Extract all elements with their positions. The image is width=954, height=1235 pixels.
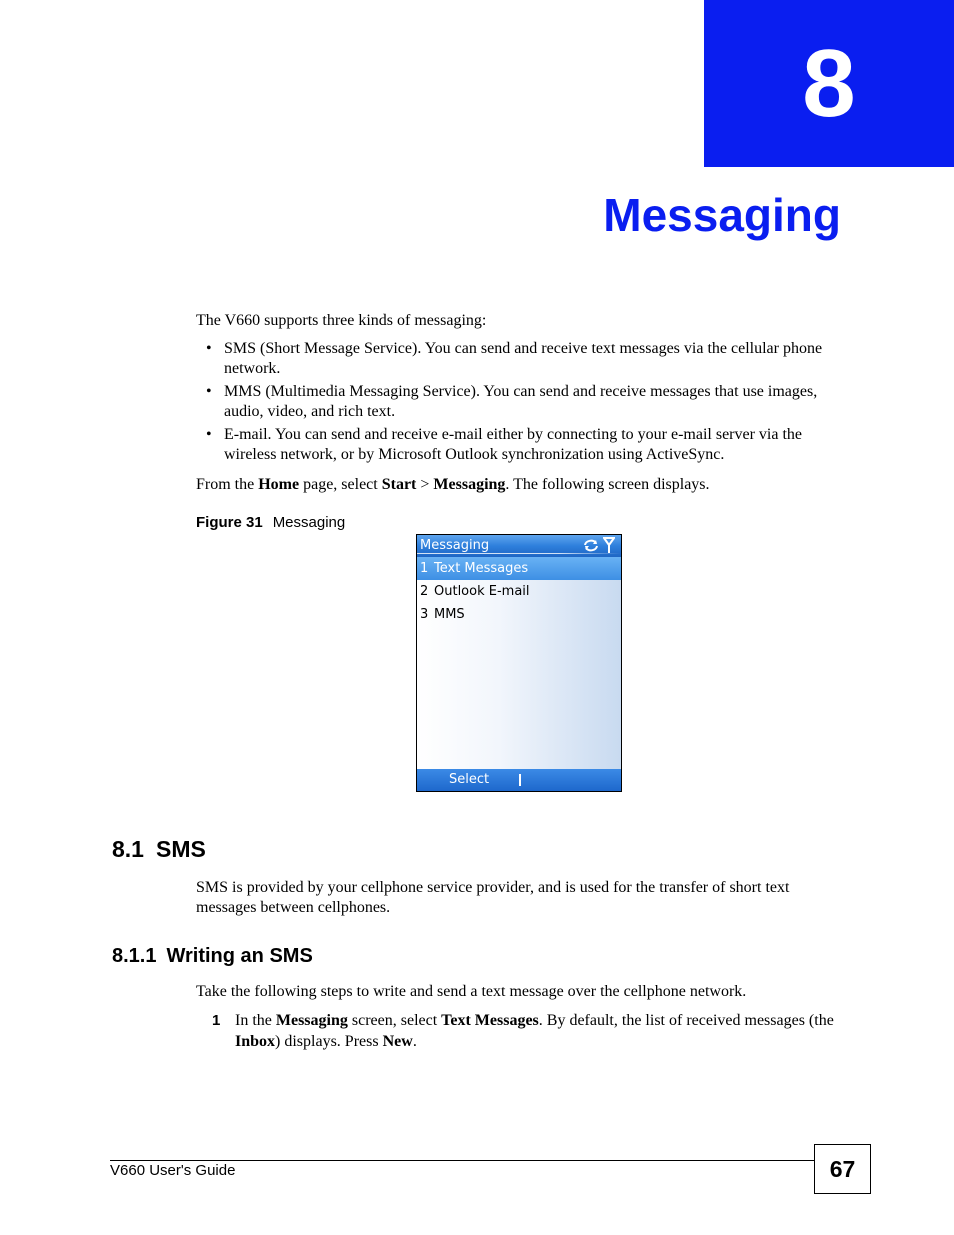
section-heading-sms [112,836,206,863]
bold-term-inbox: Inbox [235,1033,276,1050]
page-number: 67 [829,1155,856,1182]
step-1 [212,1010,844,1052]
menu-item-mms[interactable] [417,603,621,626]
bold-term-new: New [382,1033,413,1050]
intro-paragraph: The V660 supports three kinds of messaging: [196,312,487,329]
status-icons [582,537,615,554]
text-run: From the [196,476,259,493]
chapter-number-box [704,0,954,167]
figure-title: Messaging [272,514,346,531]
text-run: . By default, the list of received messages (the [538,1012,834,1029]
footer-divider [110,1160,816,1161]
text-run: page, select [299,476,382,493]
text-run: In the [235,1012,276,1029]
figure-caption [196,514,345,531]
bold-term-home: Home [258,476,300,493]
signal-antenna-icon [603,537,615,554]
select-softkey[interactable]: Select [449,772,490,787]
step-number: 1 [212,1012,221,1029]
subsection-title: Writing an SMS [166,945,313,967]
text-run: . [412,1033,417,1050]
bold-term-text-messages: Text Messages [441,1012,539,1029]
messaging-types-list [196,339,846,468]
text-run: screen, select [347,1012,442,1029]
phone-title: Messaging [420,538,490,553]
menu-item-number: 3 [420,607,429,622]
text-run: > [416,476,434,493]
step-text [212,1010,844,1052]
menu-item-outlook-email[interactable] [417,580,621,603]
text-run: . The following screen displays. [505,476,710,493]
figure-number: Figure 31 [196,514,263,531]
softkey-divider [519,774,521,786]
menu-item-label: MMS [434,607,465,622]
phone-screen [416,534,622,792]
list-item: • SMS (Short Message Service). You can send and receive text messages via the cellular phone network. [196,339,846,379]
subsection-heading-writing-sms [112,945,313,968]
phone-title-bar [417,535,621,557]
menu-item-label: Outlook E-mail [434,584,530,599]
sync-icon [582,537,600,553]
chapter-title: Messaging [603,189,841,241]
bold-term-start: Start [381,476,417,493]
menu-item-number: 1 [420,561,429,576]
section-number: 8.1 [112,836,144,862]
menu-item-label: Text Messages [434,561,529,576]
bold-term-messaging: Messaging [433,476,506,493]
list-item: • E-mail. You can send and receive e-mail either by connecting to your e-mail server via the wireless network, or by Microsoft Outlook synchronization using ActiveSync. [196,425,846,465]
navigation-instruction [196,475,846,495]
bold-term-messaging: Messaging [275,1012,348,1029]
sms-paragraph: SMS is provided by your cellphone service provider, and is used for the transfer of short text messages between cellphones. [196,879,790,916]
footer-guide-title: V660 User's Guide [110,1162,236,1179]
steps-intro-paragraph: Take the following steps to write and send a text message over the cellphone network. [196,983,747,1000]
page-number-box [814,1144,871,1194]
text-run: ) displays. Press [275,1033,383,1050]
chapter-number: 8 [802,29,856,137]
softkey-bar [417,769,621,791]
list-item: • MMS (Multimedia Messaging Service). You can send and receive messages that use images, audio, video, and rich text. [196,382,846,422]
menu-item-number: 2 [420,584,429,599]
menu-item-text-messages[interactable] [417,557,621,580]
section-title: SMS [155,836,206,862]
subsection-number: 8.1.1 [112,945,157,967]
